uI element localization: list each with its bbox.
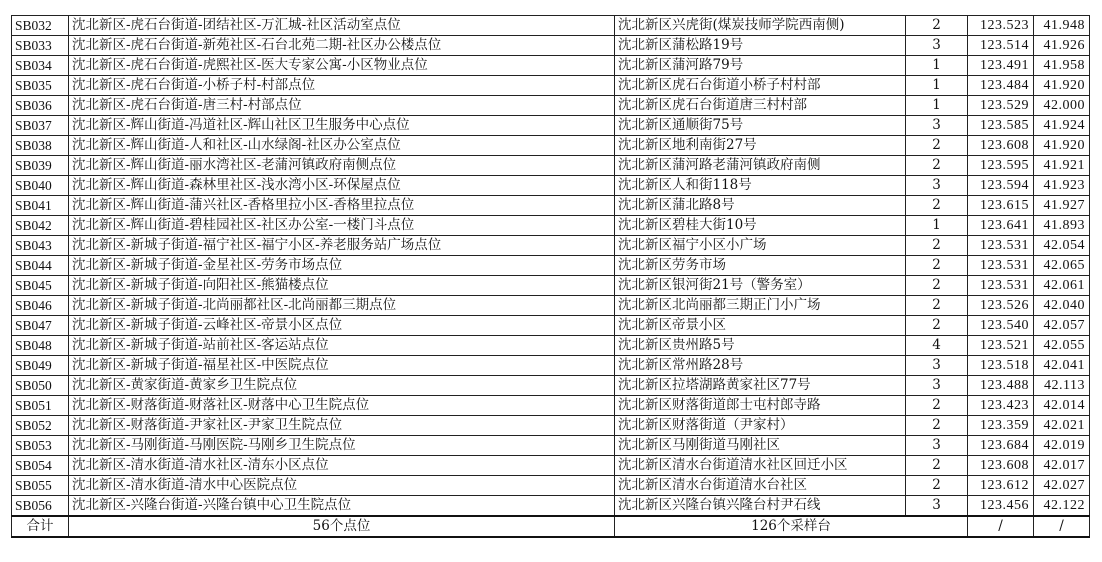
address-cell: 沈北新区马刚街道马刚社区 [615, 436, 906, 456]
sampler-count-cell: 3 [906, 36, 968, 56]
latitude-cell: 41.958 [1034, 56, 1090, 76]
point-code-cell: SB042 [12, 216, 69, 236]
point-name-cell: 沈北新区-清水街道-清水中心医院点位 [69, 476, 615, 496]
sampler-count-cell: 2 [906, 16, 968, 36]
table-row [12, 176, 1090, 196]
table-row [12, 116, 1090, 136]
latitude-cell: 42.113 [1034, 376, 1090, 396]
sampler-count-cell: 2 [906, 156, 968, 176]
longitude-cell: 123.526 [968, 296, 1034, 316]
point-code-cell: SB055 [12, 476, 69, 496]
table-row [12, 156, 1090, 176]
point-code-cell: SB038 [12, 136, 69, 156]
point-name-cell: 沈北新区-辉山街道-蒲兴社区-香格里拉小区-香格里拉点位 [69, 196, 615, 216]
table-row [12, 216, 1090, 236]
sampler-count-cell: 3 [906, 436, 968, 456]
sampler-count-cell: 2 [906, 276, 968, 296]
point-name-cell: 沈北新区-虎石台街道-虎熙社区-医大专家公寓-小区物业点位 [69, 56, 615, 76]
longitude-cell: 123.595 [968, 156, 1034, 176]
point-code-cell: SB040 [12, 176, 69, 196]
point-code-cell: SB047 [12, 316, 69, 336]
total-row [12, 516, 1090, 537]
address-cell: 沈北新区蒲松路19号 [615, 36, 906, 56]
longitude-cell: 123.521 [968, 336, 1034, 356]
latitude-cell: 41.920 [1034, 76, 1090, 96]
point-name-cell: 沈北新区-新城子街道-金星社区-劳务市场点位 [69, 256, 615, 276]
table-row [12, 16, 1090, 36]
address-cell: 沈北新区拉塔湖路黄家社区77号 [615, 376, 906, 396]
point-code-cell: SB032 [12, 16, 69, 36]
table-row [12, 136, 1090, 156]
latitude-cell: 41.948 [1034, 16, 1090, 36]
sampler-count-cell: 1 [906, 96, 968, 116]
sampler-count-cell: 1 [906, 216, 968, 236]
table-row [12, 496, 1090, 517]
latitude-cell: 42.054 [1034, 236, 1090, 256]
latitude-cell: 41.927 [1034, 196, 1090, 216]
point-code-cell: SB054 [12, 456, 69, 476]
sampler-count-cell: 2 [906, 396, 968, 416]
address-cell: 沈北新区人和街118号 [615, 176, 906, 196]
longitude-cell: 123.518 [968, 356, 1034, 376]
latitude-cell: 42.014 [1034, 396, 1090, 416]
longitude-cell: 123.523 [968, 16, 1034, 36]
point-code-cell: SB037 [12, 116, 69, 136]
address-cell: 沈北新区银河街21号（警务室） [615, 276, 906, 296]
point-name-cell: 沈北新区-辉山街道-碧桂园社区-社区办公室-一楼门斗点位 [69, 216, 615, 236]
sampler-count-cell: 1 [906, 56, 968, 76]
longitude-cell: 123.531 [968, 236, 1034, 256]
table-row [12, 316, 1090, 336]
point-name-cell: 沈北新区-马刚街道-马刚医院-马刚乡卫生院点位 [69, 436, 615, 456]
longitude-cell: 123.641 [968, 216, 1034, 236]
point-code-cell: SB045 [12, 276, 69, 296]
sampler-count-cell: 1 [906, 76, 968, 96]
point-code-cell: SB036 [12, 96, 69, 116]
address-cell: 沈北新区常州路28号 [615, 356, 906, 376]
sampler-count-cell: 2 [906, 136, 968, 156]
longitude-cell: 123.531 [968, 276, 1034, 296]
longitude-cell: 123.488 [968, 376, 1034, 396]
address-cell: 沈北新区虎石台街道唐三村村部 [615, 96, 906, 116]
address-cell: 沈北新区贵州路5号 [615, 336, 906, 356]
point-code-cell: SB056 [12, 496, 69, 517]
table-body [12, 16, 1090, 517]
longitude-cell: 123.423 [968, 396, 1034, 416]
point-name-cell: 沈北新区-黄家街道-黄家乡卫生院点位 [69, 376, 615, 396]
point-name-cell: 沈北新区-兴隆台街道-兴隆台镇中心卫生院点位 [69, 496, 615, 517]
table-row [12, 456, 1090, 476]
sampler-count-cell: 2 [906, 236, 968, 256]
latitude-cell: 42.017 [1034, 456, 1090, 476]
total-points: 56个点位 [69, 516, 615, 537]
table-row [12, 376, 1090, 396]
longitude-cell: 123.594 [968, 176, 1034, 196]
point-name-cell: 沈北新区-新城子街道-站前社区-客运站点位 [69, 336, 615, 356]
point-code-cell: SB034 [12, 56, 69, 76]
longitude-cell: 123.359 [968, 416, 1034, 436]
table-row [12, 196, 1090, 216]
table-row [12, 256, 1090, 276]
address-cell: 沈北新区碧桂大街10号 [615, 216, 906, 236]
sampler-count-cell: 2 [906, 296, 968, 316]
point-name-cell: 沈北新区-清水街道-清水社区-清东小区点位 [69, 456, 615, 476]
point-code-cell: SB035 [12, 76, 69, 96]
longitude-cell: 123.615 [968, 196, 1034, 216]
longitude-cell: 123.585 [968, 116, 1034, 136]
address-cell: 沈北新区蒲河路老蒲河镇政府南侧 [615, 156, 906, 176]
longitude-cell: 123.608 [968, 136, 1034, 156]
table-row [12, 236, 1090, 256]
latitude-cell: 41.921 [1034, 156, 1090, 176]
sampler-count-cell: 2 [906, 316, 968, 336]
sampler-count-cell: 2 [906, 456, 968, 476]
point-name-cell: 沈北新区-虎石台街道-新苑社区-石台北苑二期-社区办公楼点位 [69, 36, 615, 56]
latitude-cell: 42.057 [1034, 316, 1090, 336]
point-name-cell: 沈北新区-新城子街道-北尚丽都社区-北尚丽都三期点位 [69, 296, 615, 316]
point-code-cell: SB039 [12, 156, 69, 176]
point-name-cell: 沈北新区-新城子街道-福星社区-中医院点位 [69, 356, 615, 376]
point-code-cell: SB041 [12, 196, 69, 216]
point-code-cell: SB049 [12, 356, 69, 376]
point-name-cell: 沈北新区-辉山街道-冯道社区-辉山社区卫生服务中心点位 [69, 116, 615, 136]
latitude-cell: 42.061 [1034, 276, 1090, 296]
address-cell: 沈北新区兴虎街(煤炭技师学院西南侧) [615, 16, 906, 36]
longitude-cell: 123.514 [968, 36, 1034, 56]
sampler-count-cell: 4 [906, 336, 968, 356]
sampler-count-cell: 2 [906, 416, 968, 436]
point-code-cell: SB053 [12, 436, 69, 456]
latitude-cell: 41.893 [1034, 216, 1090, 236]
latitude-cell: 42.019 [1034, 436, 1090, 456]
longitude-cell: 123.531 [968, 256, 1034, 276]
table-row [12, 56, 1090, 76]
point-name-cell: 沈北新区-虎石台街道-团结社区-万汇城-社区活动室点位 [69, 16, 615, 36]
table-row [12, 476, 1090, 496]
sampler-count-cell: 3 [906, 176, 968, 196]
table-row [12, 96, 1090, 116]
point-name-cell: 沈北新区-财落街道-尹家社区-尹家卫生院点位 [69, 416, 615, 436]
sampling-points-table [11, 15, 1090, 538]
sampler-count-cell: 3 [906, 116, 968, 136]
longitude-cell: 123.684 [968, 436, 1034, 456]
point-name-cell: 沈北新区-辉山街道-人和社区-山水绿阁-社区办公室点位 [69, 136, 615, 156]
address-cell: 沈北新区北尚丽都三期正门小广场 [615, 296, 906, 316]
point-code-cell: SB046 [12, 296, 69, 316]
address-cell: 沈北新区财落街道（尹家村） [615, 416, 906, 436]
longitude-cell: 123.456 [968, 496, 1034, 517]
sampler-count-cell: 3 [906, 356, 968, 376]
address-cell: 沈北新区通顺街75号 [615, 116, 906, 136]
address-cell: 沈北新区虎石台街道小桥子村村部 [615, 76, 906, 96]
point-code-cell: SB033 [12, 36, 69, 56]
address-cell: 沈北新区帝景小区 [615, 316, 906, 336]
point-name-cell: 沈北新区-辉山街道-丽水湾社区-老蒲河镇政府南侧点位 [69, 156, 615, 176]
table-row [12, 356, 1090, 376]
latitude-cell: 42.021 [1034, 416, 1090, 436]
point-name-cell: 沈北新区-新城子街道-向阳社区-熊猫楼点位 [69, 276, 615, 296]
total-label: 合计 [12, 516, 69, 537]
point-name-cell: 沈北新区-财落街道-财落社区-财落中心卫生院点位 [69, 396, 615, 416]
latitude-cell: 42.000 [1034, 96, 1090, 116]
total-lat: / [1034, 516, 1090, 537]
point-code-cell: SB044 [12, 256, 69, 276]
latitude-cell: 42.041 [1034, 356, 1090, 376]
point-name-cell: 沈北新区-虎石台街道-唐三村-村部点位 [69, 96, 615, 116]
point-code-cell: SB050 [12, 376, 69, 396]
longitude-cell: 123.608 [968, 456, 1034, 476]
address-cell: 沈北新区福宁小区小广场 [615, 236, 906, 256]
address-cell: 沈北新区劳务市场 [615, 256, 906, 276]
point-code-cell: SB043 [12, 236, 69, 256]
longitude-cell: 123.540 [968, 316, 1034, 336]
table-row [12, 76, 1090, 96]
longitude-cell: 123.484 [968, 76, 1034, 96]
table-row [12, 36, 1090, 56]
latitude-cell: 42.122 [1034, 496, 1090, 517]
table-row [12, 336, 1090, 356]
address-cell: 沈北新区蒲河路79号 [615, 56, 906, 76]
point-name-cell: 沈北新区-虎石台街道-小桥子村-村部点位 [69, 76, 615, 96]
latitude-cell: 41.924 [1034, 116, 1090, 136]
point-code-cell: SB048 [12, 336, 69, 356]
latitude-cell: 42.040 [1034, 296, 1090, 316]
latitude-cell: 41.923 [1034, 176, 1090, 196]
address-cell: 沈北新区财落街道郎士屯村郎寺路 [615, 396, 906, 416]
address-cell: 沈北新区地利南街27号 [615, 136, 906, 156]
longitude-cell: 123.612 [968, 476, 1034, 496]
latitude-cell: 42.027 [1034, 476, 1090, 496]
total-stations: 126个采样台 [615, 516, 968, 537]
table-row [12, 296, 1090, 316]
latitude-cell: 42.055 [1034, 336, 1090, 356]
longitude-cell: 123.529 [968, 96, 1034, 116]
total-lon: / [968, 516, 1034, 537]
address-cell: 沈北新区清水台街道清水社区回迁小区 [615, 456, 906, 476]
point-name-cell: 沈北新区-辉山街道-森林里社区-浅水湾小区-环保屋点位 [69, 176, 615, 196]
table-row [12, 436, 1090, 456]
point-code-cell: SB051 [12, 396, 69, 416]
latitude-cell: 42.065 [1034, 256, 1090, 276]
latitude-cell: 41.926 [1034, 36, 1090, 56]
sampler-count-cell: 2 [906, 476, 968, 496]
sampler-count-cell: 2 [906, 196, 968, 216]
address-cell: 沈北新区兴隆台镇兴隆台村尹石线 [615, 496, 906, 517]
table-row [12, 276, 1090, 296]
sampler-count-cell: 3 [906, 376, 968, 396]
address-cell: 沈北新区清水台街道清水台社区 [615, 476, 906, 496]
point-name-cell: 沈北新区-新城子街道-福宁社区-福宁小区-养老服务站广场点位 [69, 236, 615, 256]
point-code-cell: SB052 [12, 416, 69, 436]
longitude-cell: 123.491 [968, 56, 1034, 76]
latitude-cell: 41.920 [1034, 136, 1090, 156]
address-cell: 沈北新区蒲北路8号 [615, 196, 906, 216]
point-name-cell: 沈北新区-新城子街道-云峰社区-帝景小区点位 [69, 316, 615, 336]
sampler-count-cell: 2 [906, 256, 968, 276]
table-row [12, 396, 1090, 416]
sampler-count-cell: 3 [906, 496, 968, 517]
table-row [12, 416, 1090, 436]
